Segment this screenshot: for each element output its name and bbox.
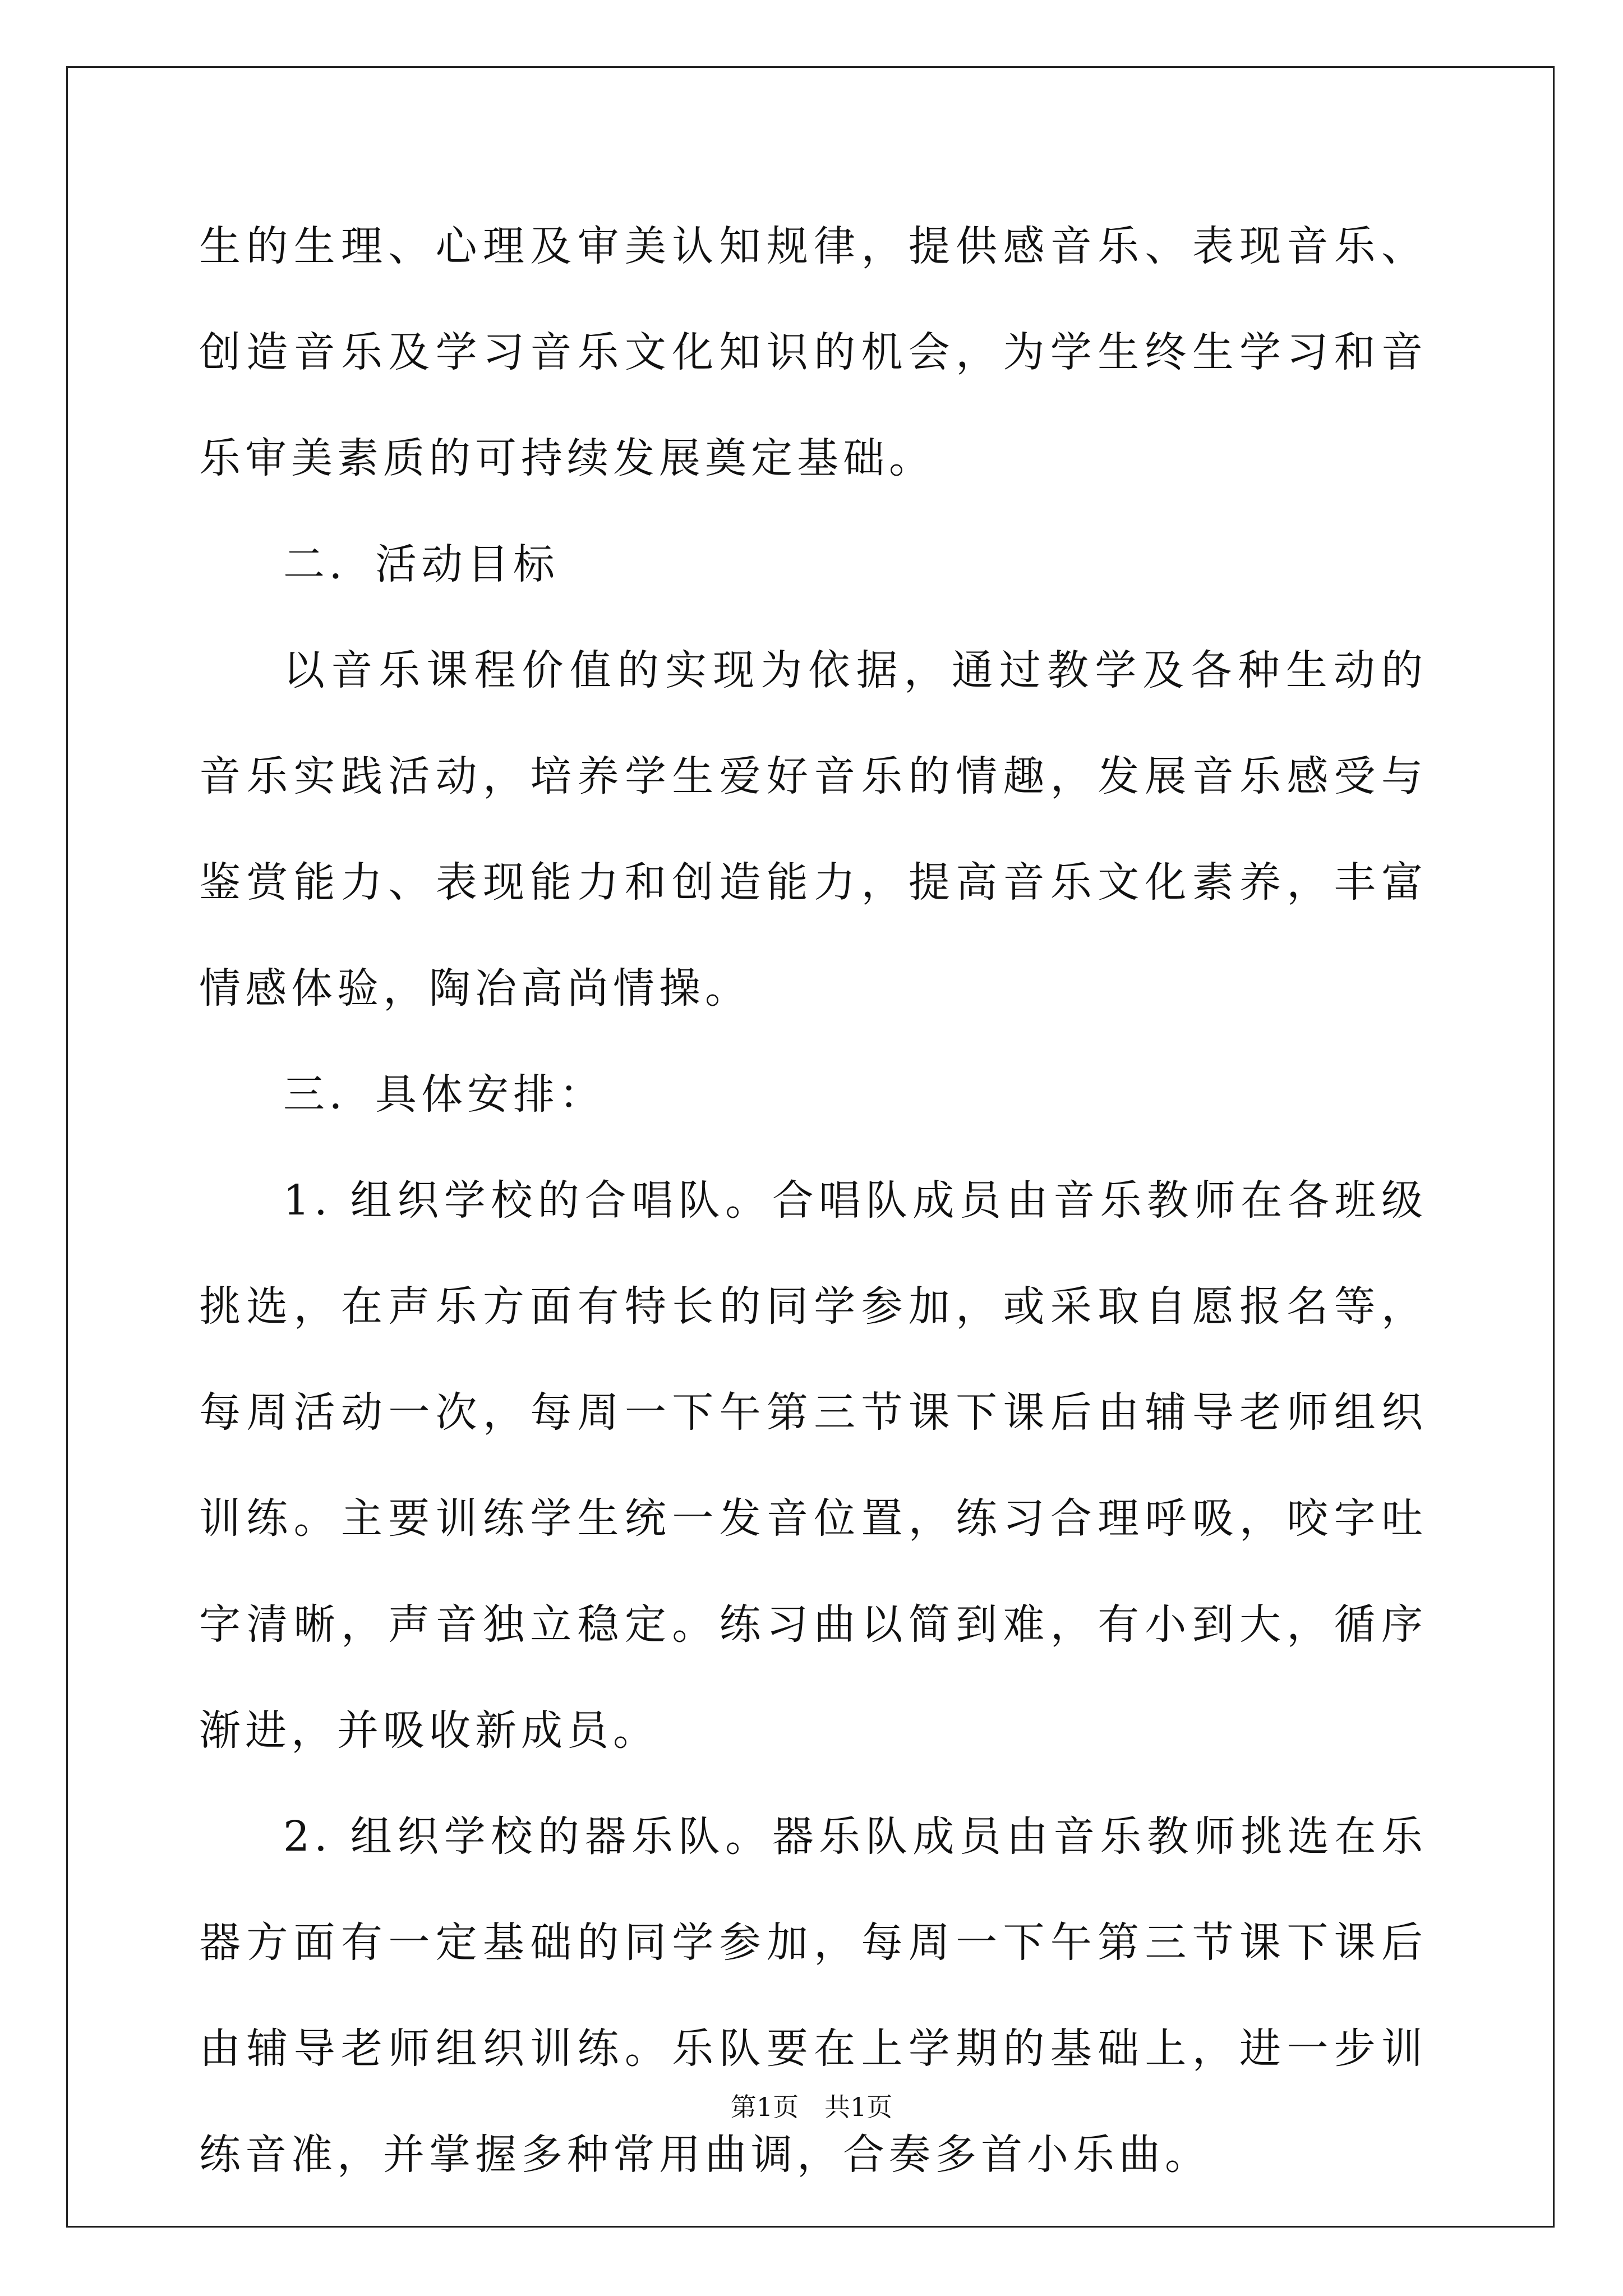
paragraph-instrumental-band: 2. 组织学校的器乐队。器乐队成员由音乐教师挑选在乐器方面有一定基础的同学参加，每周一下午第三节课下课后由辅导老师组织训练。乐队要在上学期的基础上，进一步训练音准，并掌握多种常用曲调，合奏多首小乐曲。 <box>199 1812 1427 2179</box>
page-number-footer: 第1页 共1页 <box>730 2092 893 2122</box>
section-heading-specific-arrangements: 三．具体安排： <box>283 1070 605 1119</box>
paragraph-choir: 1. 组织学校的合唱队。合唱队成员由音乐教师在各班级挑选，在声乐方面有特长的同学参加，或采取自愿报名等，每周活动一次，每周一下午第三节课下课后由辅导老师组织训练。主要训练学生统一发音位置，练习合理呼吸，咬字吐字清晰，声音独立稳定。练习曲以简到难，有小到大，循序渐进，并吸收新成员。 <box>199 1176 1427 1755</box>
section-heading-activity-goals: 二．活动目标 <box>283 540 559 588</box>
paragraph-intro-continuation: 生的生理、心理及审美认知规律，提供感音乐、表现音乐、创造音乐及学习音乐文化知识的机会，为学生终生学习和音乐审美素质的可持续发展奠定基础。 <box>199 222 1427 482</box>
paragraph-activity-goals: 以音乐课程价值的实现为依据，通过教学及各种生动的音乐实践活动，培养学生爱好音乐的情趣，发展音乐感受与鉴赏能力、表现能力和创造能力，提高音乐文化素养，丰富情感体验，陶冶高尚情操。 <box>199 646 1427 1013</box>
document-body <box>199 194 1427 2208</box>
